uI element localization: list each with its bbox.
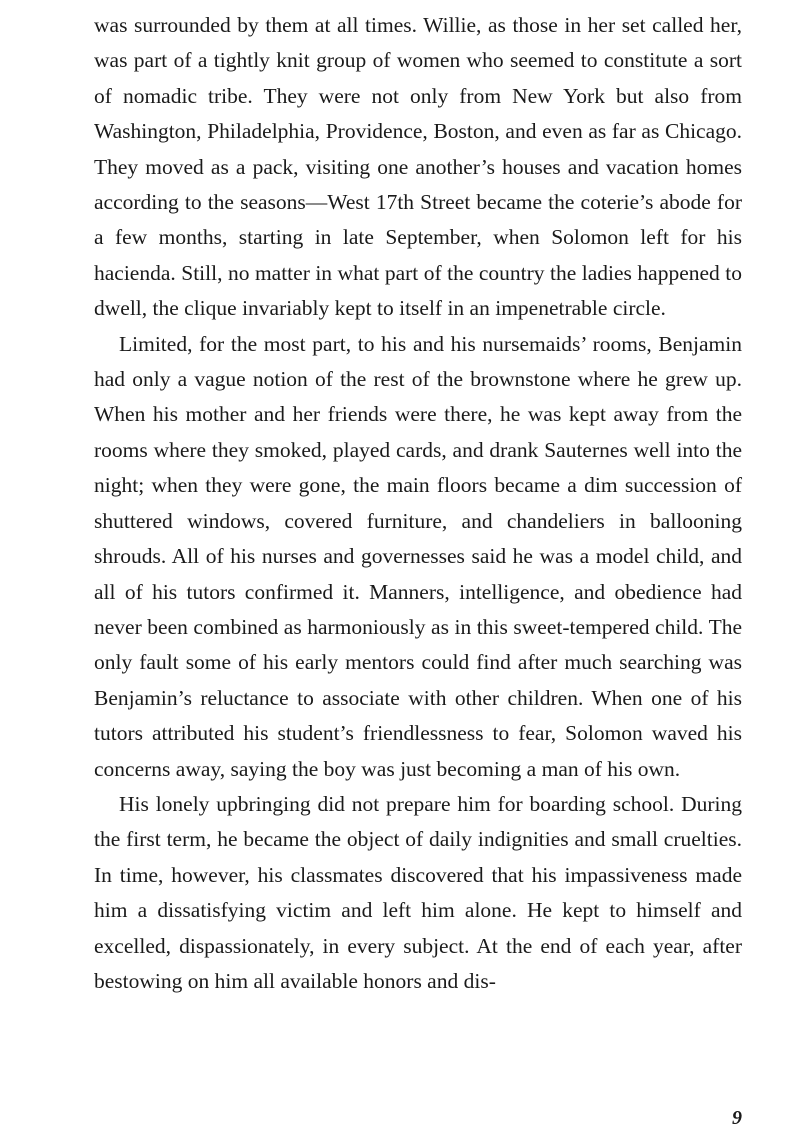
paragraph-1: was surrounded by them at all times. Willie, as those in her set called her, was part of a tightly knit group of women who seemed to constitute a sort of nomadic tribe. They were not only from New York but also from Washington, Philadelphia, Providence, Boston, and even as far as Chicago. They moved as a pack, visiting one another’s houses and vacation homes according to the seasons—West 17th Street became the coterie’s abode for a few months, starting in late September, when Solomon left for his hacienda. Still, no matter in what part of the country the ladies happened to dwell, the clique invariably kept to itself in an impenetrable circle. [94,13,742,321]
body-text [94,8,742,999]
page-number: 9 [732,1107,742,1129]
paragraph-2: Limited, for the most part, to his and his nursemaids’ rooms, Benjamin had only a vague notion of the rest of the brownstone where he grew up. When his mother and her friends were there, he was kept away from the rooms where they smoked, played cards, and drank Sauternes well into the night; when they were gone, the main floors became a dim succession of shuttered windows, covered furniture, and chandeliers in ballooning shrouds. All of his nurses and governesses said he was a model child, and all of his tutors confirmed it. Manners, intelligence, and obedience had never been combined as harmoniously as in this sweet-tempered child. The only fault some of his early mentors could find after much searching was Benjamin’s reluctance to associate with other children. When one of his tutors attributed his student’s friendlessness to fear, Solomon waved his concerns away, saying the boy was just becoming a man of his own. [94,331,742,781]
paragraph-3: His lonely upbringing did not prepare him for boarding school. During the first term, he became the object of daily indignities and small cruelties. In time, however, his classmates discovered that his impassiveness made him a dissatisfying victim and left him alone. He kept to himself and excelled, dispassionately, in every subject. At the end of each year, after bestowing on him all available honors and dis- [94,791,742,993]
